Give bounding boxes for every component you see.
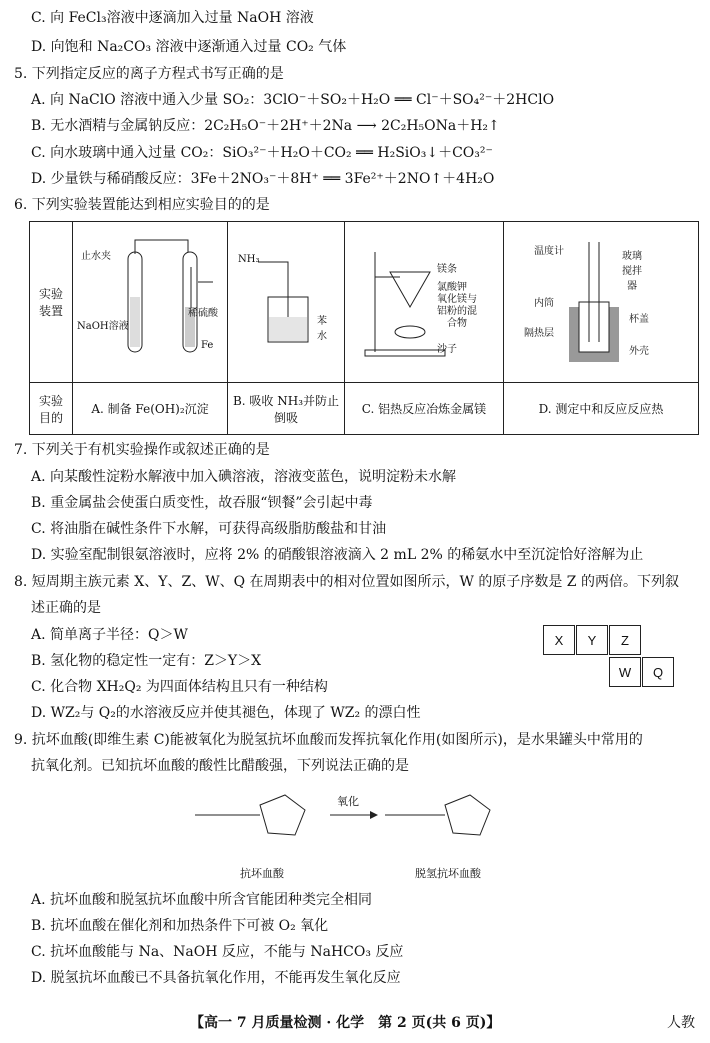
purpose-c: C. 铝热反应冶炼金属镁 <box>345 383 504 435</box>
text-line: 述正确的是 <box>31 600 101 616</box>
text-line: B. 抗坏血酸在催化剂和加热条件下可被 O₂ 氧化 <box>31 918 329 934</box>
text-line: 9. 抗坏血酸(即维生素 C)能被氧化为脱氢抗坏血酸而发挥抗氧化作用(如图所示)，是水果罐头中常用的 <box>14 732 643 748</box>
insul-label: 隔热层 <box>524 328 554 339</box>
text-line: C. 抗坏血酸能与 Na、NaOH 反应，不能与 NaHCO₃ 反应 <box>31 944 404 960</box>
clamp-label: 止水夹 <box>81 251 111 262</box>
row-header-apparatus: 实验 装置 <box>30 222 73 383</box>
grid-cell-z: Z <box>609 625 641 655</box>
text-line: D. 向饱和 Na₂CO₃ 溶液中逐渐通入过量 CO₂ 气体 <box>31 39 347 55</box>
dehydro-label: 脱氢抗坏血酸 <box>415 867 481 880</box>
apparatus-a <box>73 222 228 383</box>
grid-cell-q: Q <box>642 657 674 687</box>
acid-label: 稀硫酸 <box>188 308 218 319</box>
text-line: 6. 下列实验装置能达到相应实验目的的是 <box>14 197 270 213</box>
text-line: B. 氢化物的稳定性一定有：Z＞Y＞X <box>31 653 262 669</box>
purpose-b: B. 吸收 NH₃并防止倒吸 <box>228 383 345 435</box>
inner-label: 内筒 <box>534 298 554 309</box>
reaction-scheme <box>190 785 530 885</box>
grid-cell-y: Y <box>576 625 608 655</box>
ascorbic-label: 抗坏血酸 <box>240 867 284 880</box>
text-line: 5. 下列指定反应的离子方程式书写正确的是 <box>14 66 284 82</box>
mg-label: 镁条 <box>437 264 457 275</box>
naoh-label: NaOH溶液 <box>77 321 129 332</box>
text-line: C. 向水玻璃中通入过量 CO₂：SiO₃²⁻＋H₂O＋CO₂ ══ H₂SiO₃↓＋CO₃²⁻ <box>31 145 493 161</box>
apparatus-d <box>504 222 699 383</box>
lid-label: 杯盖 <box>629 314 649 325</box>
sand-label: 沙子 <box>437 344 457 355</box>
text-line: C. 向 FeCl₃溶液中逐滴加入过量 NaOH 溶液 <box>31 10 314 26</box>
text-line: D. 少量铁与稀硝酸反应：3Fe＋2NO₃⁻＋8H⁺ ══ 3Fe²⁺＋2NO↑＋4H₂O <box>31 171 495 187</box>
footer-center: 【高一 7 月质量检测 · 化学 第 2 页(共 6 页)】 <box>190 1015 501 1031</box>
apparatus-c <box>345 222 504 383</box>
text-line: A. 抗坏血酸和脱氢抗坏血酸中所含官能团种类完全相同 <box>31 892 373 908</box>
apparatus-b-drawing <box>228 222 344 379</box>
text-line: B. 重金属盐会使蛋白质变性，故吞服“钡餐”会引起中毒 <box>31 495 373 511</box>
kclo3-label: 氯酸钾 <box>437 282 467 293</box>
grid-cell-w: W <box>609 657 641 687</box>
grid-cell-x: X <box>543 625 575 655</box>
nh3-label: NH₃ <box>238 254 260 265</box>
fe-label: Fe <box>201 340 214 351</box>
reaction-arrow-label: 氧化 <box>337 795 359 808</box>
liquid-label: 苯水 <box>317 316 327 342</box>
stirrer-label: 玻璃搅拌器 <box>622 251 642 292</box>
purpose-a: A. 制备 Fe(OH)₂沉淀 <box>73 383 228 435</box>
text-line: C. 化合物 XH₂Q₂ 为四面体结构且只有一种结构 <box>31 679 328 695</box>
text-line: A. 向 NaClO 溶液中通入少量 SO₂：3ClO⁻＋SO₂＋H₂O ══ Cl⁻＋SO₄²⁻＋2HClO <box>31 92 555 108</box>
text-line: D. 脱氢抗坏血酸已不具备抗氧化作用，不能再发生氧化反应 <box>31 970 401 986</box>
outer-label: 外壳 <box>629 346 649 357</box>
mix-label: 氧化镁与铝粉的混合物 <box>437 294 477 329</box>
text-line: 8. 短周期主族元素 X、Y、Z、W、Q 在周期表中的相对位置如图所示，W 的原子序数是 Z 的两倍。下列叙 <box>14 574 679 590</box>
text-line: 抗氧化剂。已知抗坏血酸的酸性比醋酸强，下列说法正确的是 <box>31 758 409 774</box>
text-line: B. 无水酒精与金属钠反应：2C₂H₅O⁻＋2H⁺＋2Na ⟶ 2C₂H₅ONa＋H₂↑ <box>31 118 500 134</box>
footer-right: 人教 <box>667 1015 695 1031</box>
row-header-purpose: 实验 目的 <box>30 383 73 435</box>
thermo-label: 温度计 <box>534 246 564 257</box>
apparatus-a-drawing <box>73 222 227 379</box>
text-line: A. 简单离子半径：Q＞W <box>31 627 188 643</box>
text-line: C. 将油脂在碱性条件下水解，可获得高级脂肪酸盐和甘油 <box>31 521 387 537</box>
text-line: A. 向某酸性淀粉水解液中加入碘溶液，溶液变蓝色，说明淀粉未水解 <box>31 469 457 485</box>
text-line: 7. 下列关于有机实验操作或叙述正确的是 <box>14 442 270 458</box>
apparatus-c-drawing <box>345 222 503 379</box>
apparatus-b <box>228 222 345 383</box>
experiment-table <box>29 221 699 435</box>
text-line: D. WZ₂与 Q₂的水溶液反应并使其褪色，体现了 WZ₂ 的漂白性 <box>31 705 421 721</box>
purpose-d: D. 测定中和反应反应热 <box>504 383 699 435</box>
text-line: D. 实验室配制银氨溶液时，应将 2% 的硝酸银溶液滴入 2 mL 2% 的稀氨水中至沉淀恰好溶解为止 <box>31 547 644 563</box>
